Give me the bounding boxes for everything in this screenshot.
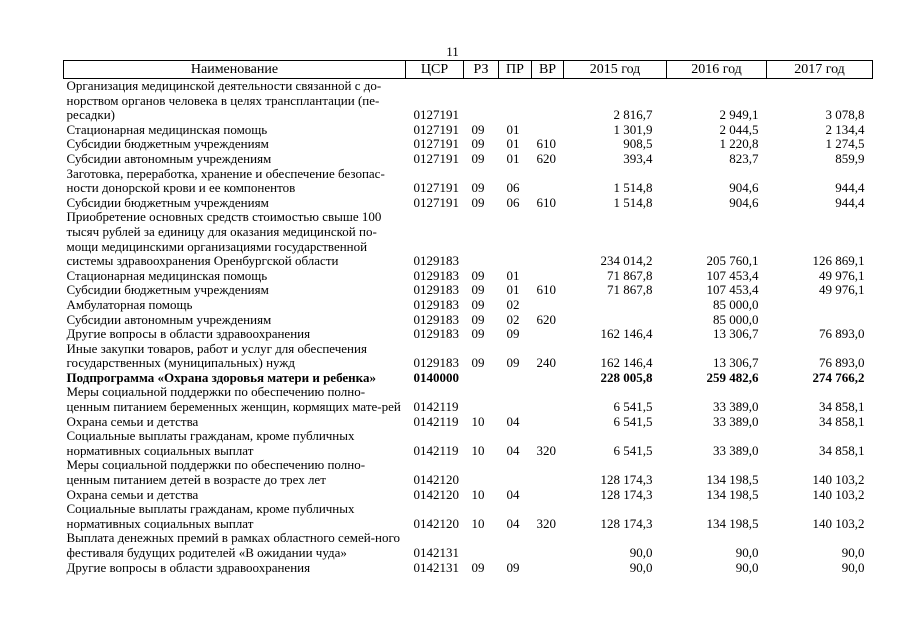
table-row bbox=[64, 283, 873, 298]
row-vr: 620 bbox=[536, 311, 556, 327]
row-2016: 259 482,6 bbox=[706, 369, 759, 385]
row-vr: 320 bbox=[536, 442, 556, 458]
row-pr: 01 bbox=[506, 282, 520, 298]
row-name: Стационарная медицинская помощь bbox=[66, 267, 268, 283]
row-name: Иные закупки товаров, работ и услуг для обеспечения государственных (муниципальных) нужд bbox=[66, 340, 367, 371]
header-name: Наименование bbox=[64, 61, 406, 79]
row-2015: 1 514,8 bbox=[613, 194, 653, 210]
row-2016: 2 949,1 bbox=[719, 107, 759, 123]
row-2017: 140 103,2 bbox=[812, 486, 865, 502]
row-2017: 944,4 bbox=[835, 180, 865, 196]
row-2017: 274 766,2 bbox=[812, 369, 865, 385]
row-2017: 34 858,1 bbox=[819, 442, 865, 458]
row-vr bbox=[532, 269, 564, 284]
row-pr: 04 bbox=[506, 442, 520, 458]
row-2016: 904,6 bbox=[729, 180, 759, 196]
row-pr: 01 bbox=[506, 121, 520, 137]
table-row bbox=[64, 269, 873, 284]
row-csr: 0129183 bbox=[413, 326, 459, 342]
row-name: Выплата денежных премий в рамках областного семей-ного фестиваля будущих родителей «В ожидании чуда» bbox=[66, 530, 400, 560]
row-rz: 09 bbox=[471, 194, 485, 210]
row-2016: 205 760,1 bbox=[706, 253, 759, 269]
table-row bbox=[64, 415, 873, 430]
row-vr bbox=[532, 488, 564, 503]
row-2017: 126 869,1 bbox=[812, 253, 865, 269]
row-csr: 0142120 bbox=[413, 472, 459, 488]
row-2015: 128 174,3 bbox=[600, 515, 653, 531]
budget-table bbox=[63, 60, 873, 575]
row-csr: 0129183 bbox=[413, 282, 459, 298]
table-row bbox=[64, 298, 873, 313]
row-csr: 0142120 bbox=[413, 486, 459, 502]
table-row bbox=[64, 152, 873, 167]
row-vr: 240 bbox=[536, 355, 556, 371]
table-row bbox=[64, 458, 873, 487]
row-csr: 0129183 bbox=[413, 253, 459, 269]
table-row bbox=[64, 385, 873, 414]
header-2017: 2017 год bbox=[767, 61, 873, 79]
row-pr: 09 bbox=[506, 326, 520, 342]
row-rz: 09 bbox=[471, 282, 485, 298]
row-2016: 85 000,0 bbox=[713, 311, 759, 327]
row-pr: 01 bbox=[506, 150, 520, 166]
row-2016: 13 306,7 bbox=[713, 326, 759, 342]
row-pr bbox=[499, 458, 532, 487]
row-2017: 49 976,1 bbox=[819, 267, 865, 283]
row-2016: 107 453,4 bbox=[706, 282, 759, 298]
header-2015: 2015 год bbox=[564, 61, 667, 79]
row-2016: 134 198,5 bbox=[706, 472, 759, 488]
row-name: Меры социальной поддержки по обеспечению полно-ценным питанием беременных женщин, кормящих мате-рей bbox=[66, 384, 401, 415]
row-vr: 610 bbox=[536, 136, 556, 152]
row-pr: 06 bbox=[506, 180, 520, 196]
row-2015: 234 014,2 bbox=[600, 253, 653, 269]
row-2015: 90,0 bbox=[629, 545, 653, 560]
row-name: Заготовка, переработка, хранение и обеспечение безопас-ности донорской крови и ее компонентов bbox=[66, 165, 385, 196]
row-pr bbox=[499, 385, 532, 414]
table-row bbox=[64, 488, 873, 503]
row-rz: 10 bbox=[471, 442, 485, 458]
row-pr bbox=[499, 210, 532, 268]
row-vr bbox=[532, 458, 564, 487]
row-csr: 0129183 bbox=[413, 267, 459, 283]
row-csr: 0127191 bbox=[413, 150, 459, 166]
table-body bbox=[64, 79, 873, 576]
row-rz: 10 bbox=[471, 413, 485, 429]
row-name: Субсидии автономным учреждениям bbox=[66, 150, 272, 166]
row-2015: 6 541,5 bbox=[613, 399, 653, 415]
row-csr: 0129183 bbox=[413, 355, 459, 371]
row-2016: 134 198,5 bbox=[706, 515, 759, 531]
row-csr: 0127191 bbox=[413, 136, 459, 152]
row-pr: 04 bbox=[506, 486, 520, 502]
table-row bbox=[64, 123, 873, 138]
row-name: Охрана семьи и детства bbox=[66, 486, 199, 502]
row-name: Субсидии автономным учреждениям bbox=[66, 311, 272, 327]
row-pr bbox=[499, 79, 532, 123]
table-row bbox=[64, 313, 873, 328]
row-csr: 0127191 bbox=[413, 194, 459, 210]
row-rz bbox=[464, 385, 499, 414]
row-pr bbox=[499, 371, 532, 386]
row-2016: 33 389,0 bbox=[713, 413, 759, 429]
row-rz bbox=[464, 531, 499, 560]
row-2017: 49 976,1 bbox=[819, 282, 865, 298]
row-2015: 162 146,4 bbox=[600, 326, 653, 342]
row-rz: 10 bbox=[471, 486, 485, 502]
row-vr bbox=[532, 123, 564, 138]
row-csr: 0129183 bbox=[413, 296, 459, 312]
table-row bbox=[64, 561, 873, 576]
row-csr: 0142119 bbox=[413, 442, 459, 458]
row-name: Социальные выплаты гражданам, кроме публичных нормативных социальных выплат bbox=[66, 501, 355, 531]
row-rz: 09 bbox=[471, 136, 485, 152]
row-pr: 09 bbox=[506, 559, 520, 575]
row-rz: 09 bbox=[471, 296, 485, 312]
header-rz: РЗ bbox=[464, 61, 499, 79]
header-csr: ЦСР bbox=[406, 61, 464, 79]
row-2016: 90,0 bbox=[735, 545, 759, 560]
row-2017: 2 134,4 bbox=[825, 121, 865, 137]
row-rz: 09 bbox=[471, 326, 485, 342]
row-pr: 01 bbox=[506, 136, 520, 152]
row-2015: 1 301,9 bbox=[613, 121, 653, 137]
row-2017: 90,0 bbox=[841, 559, 865, 575]
row-pr: 09 bbox=[506, 355, 520, 371]
row-vr bbox=[532, 531, 564, 560]
row-2016: 134 198,5 bbox=[706, 486, 759, 502]
row-vr bbox=[532, 167, 564, 196]
row-2016: 2 044,5 bbox=[719, 121, 759, 137]
row-vr: 320 bbox=[536, 515, 556, 531]
row-2017: 1 274,5 bbox=[825, 136, 865, 152]
row-csr: 0127191 bbox=[413, 107, 459, 123]
row-vr: 610 bbox=[536, 282, 556, 298]
row-rz bbox=[464, 458, 499, 487]
row-vr: 610 bbox=[536, 194, 556, 210]
row-2015: 162 146,4 bbox=[600, 355, 653, 371]
row-vr: 620 bbox=[536, 150, 556, 166]
row-2017: 90,0 bbox=[841, 545, 865, 560]
row-name: Подпрограмма «Охрана здоровья матери и ребенка» bbox=[66, 369, 376, 385]
row-2017: 140 103,2 bbox=[812, 515, 865, 531]
row-2017 bbox=[767, 313, 873, 328]
row-pr: 04 bbox=[506, 515, 520, 531]
row-2015 bbox=[564, 298, 667, 313]
row-rz: 09 bbox=[471, 150, 485, 166]
row-2016: 13 306,7 bbox=[713, 355, 759, 371]
table-row bbox=[64, 167, 873, 196]
row-2016: 33 389,0 bbox=[713, 442, 759, 458]
row-rz bbox=[464, 210, 499, 268]
row-name: Приобретение основных средств стоимостью свыше 100 тысяч рублей за единицу для оказания медицинской по-мощи медицинскими организациями государственной системы здравоохранения Оренбургской области bbox=[66, 209, 382, 269]
row-2017: 140 103,2 bbox=[812, 472, 865, 488]
row-2015: 90,0 bbox=[629, 559, 653, 575]
row-2017: 34 858,1 bbox=[819, 399, 865, 415]
row-2017: 76 893,0 bbox=[819, 355, 865, 371]
row-vr bbox=[532, 385, 564, 414]
row-2016: 904,6 bbox=[729, 194, 759, 210]
row-rz: 09 bbox=[471, 311, 485, 327]
table-row bbox=[64, 342, 873, 371]
row-2015: 393,4 bbox=[623, 150, 653, 166]
row-rz: 09 bbox=[471, 121, 485, 137]
row-vr bbox=[532, 561, 564, 576]
table-header-row bbox=[64, 61, 873, 79]
row-2015: 908,5 bbox=[623, 136, 653, 152]
row-csr: 0142131 bbox=[413, 559, 459, 575]
row-2017: 859,9 bbox=[835, 150, 865, 166]
row-name: Стационарная медицинская помощь bbox=[66, 121, 268, 137]
row-name: Субсидии бюджетным учреждениям bbox=[66, 282, 269, 298]
row-pr: 06 bbox=[506, 194, 520, 210]
row-2016: 1 220,8 bbox=[719, 136, 759, 152]
row-2015: 6 541,5 bbox=[613, 413, 653, 429]
row-vr bbox=[532, 415, 564, 430]
row-rz: 10 bbox=[471, 515, 485, 531]
row-rz bbox=[464, 79, 499, 123]
row-name: Организация медицинской деятельности связанной с до-норством органов человека в целях трансплантации (пе-ресадки) bbox=[66, 78, 382, 123]
table-row bbox=[64, 79, 873, 123]
row-rz: 09 bbox=[471, 267, 485, 283]
row-csr: 0142119 bbox=[413, 399, 459, 415]
row-vr bbox=[532, 371, 564, 386]
row-csr: 0127191 bbox=[413, 180, 459, 196]
table-row bbox=[64, 137, 873, 152]
header-pr: ПР bbox=[499, 61, 532, 79]
row-name: Охрана семьи и детства bbox=[66, 413, 199, 429]
row-name: Другие вопросы в области здравоохранения bbox=[66, 326, 311, 342]
table-row bbox=[64, 210, 873, 268]
row-rz: 09 bbox=[471, 180, 485, 196]
row-csr: 0142131 bbox=[413, 545, 459, 560]
row-2015: 228 005,8 bbox=[600, 369, 653, 385]
row-vr bbox=[532, 298, 564, 313]
row-2017: 3 078,8 bbox=[825, 107, 865, 123]
row-2017: 944,4 bbox=[835, 194, 865, 210]
row-2016: 90,0 bbox=[735, 559, 759, 575]
row-2015: 71 867,8 bbox=[607, 267, 653, 283]
table-row bbox=[64, 429, 873, 458]
header-2016: 2016 год bbox=[667, 61, 767, 79]
row-2016: 33 389,0 bbox=[713, 399, 759, 415]
row-name: Субсидии бюджетным учреждениям bbox=[66, 136, 269, 152]
table-row bbox=[64, 531, 873, 560]
row-2015: 6 541,5 bbox=[613, 442, 653, 458]
row-vr bbox=[532, 79, 564, 123]
row-name: Субсидии бюджетным учреждениям bbox=[66, 194, 269, 210]
table-row bbox=[64, 196, 873, 211]
row-name: Социальные выплаты гражданам, кроме публичных нормативных социальных выплат bbox=[66, 428, 355, 458]
row-2017: 34 858,1 bbox=[819, 413, 865, 429]
row-2015 bbox=[564, 313, 667, 328]
row-2015: 1 514,8 bbox=[613, 180, 653, 196]
row-csr: 0129183 bbox=[413, 311, 459, 327]
row-name: Другие вопросы в области здравоохранения bbox=[66, 559, 311, 575]
row-csr: 0142120 bbox=[413, 515, 459, 531]
row-2016: 85 000,0 bbox=[713, 296, 759, 312]
row-2015: 128 174,3 bbox=[600, 472, 653, 488]
table-row bbox=[64, 502, 873, 531]
row-2016: 107 453,4 bbox=[706, 267, 759, 283]
row-2017: 76 893,0 bbox=[819, 326, 865, 342]
header-vr: ВР bbox=[532, 61, 564, 79]
row-csr: 0140000 bbox=[413, 369, 459, 385]
row-pr bbox=[499, 531, 532, 560]
row-pr: 02 bbox=[506, 311, 520, 327]
row-2015: 71 867,8 bbox=[607, 282, 653, 298]
row-2017 bbox=[767, 298, 873, 313]
row-rz bbox=[464, 371, 499, 386]
row-csr: 0142119 bbox=[413, 413, 459, 429]
row-2015: 2 816,7 bbox=[613, 107, 653, 123]
table-row bbox=[64, 327, 873, 342]
row-pr: 02 bbox=[506, 296, 520, 312]
row-name: Меры социальной поддержки по обеспечению полно-ценным питанием детей в возрасте до трех лет bbox=[66, 457, 366, 488]
row-2015: 128 174,3 bbox=[600, 486, 653, 502]
row-vr bbox=[532, 210, 564, 268]
row-pr: 04 bbox=[506, 413, 520, 429]
row-2016: 823,7 bbox=[729, 150, 759, 166]
row-rz: 09 bbox=[471, 355, 485, 371]
table-row bbox=[64, 371, 873, 386]
row-name: Амбулаторная помощь bbox=[66, 296, 193, 312]
row-vr bbox=[532, 327, 564, 342]
row-csr: 0127191 bbox=[413, 121, 459, 137]
row-rz: 09 bbox=[471, 559, 485, 575]
page-number: 11 bbox=[446, 44, 459, 59]
row-pr: 01 bbox=[506, 267, 520, 283]
